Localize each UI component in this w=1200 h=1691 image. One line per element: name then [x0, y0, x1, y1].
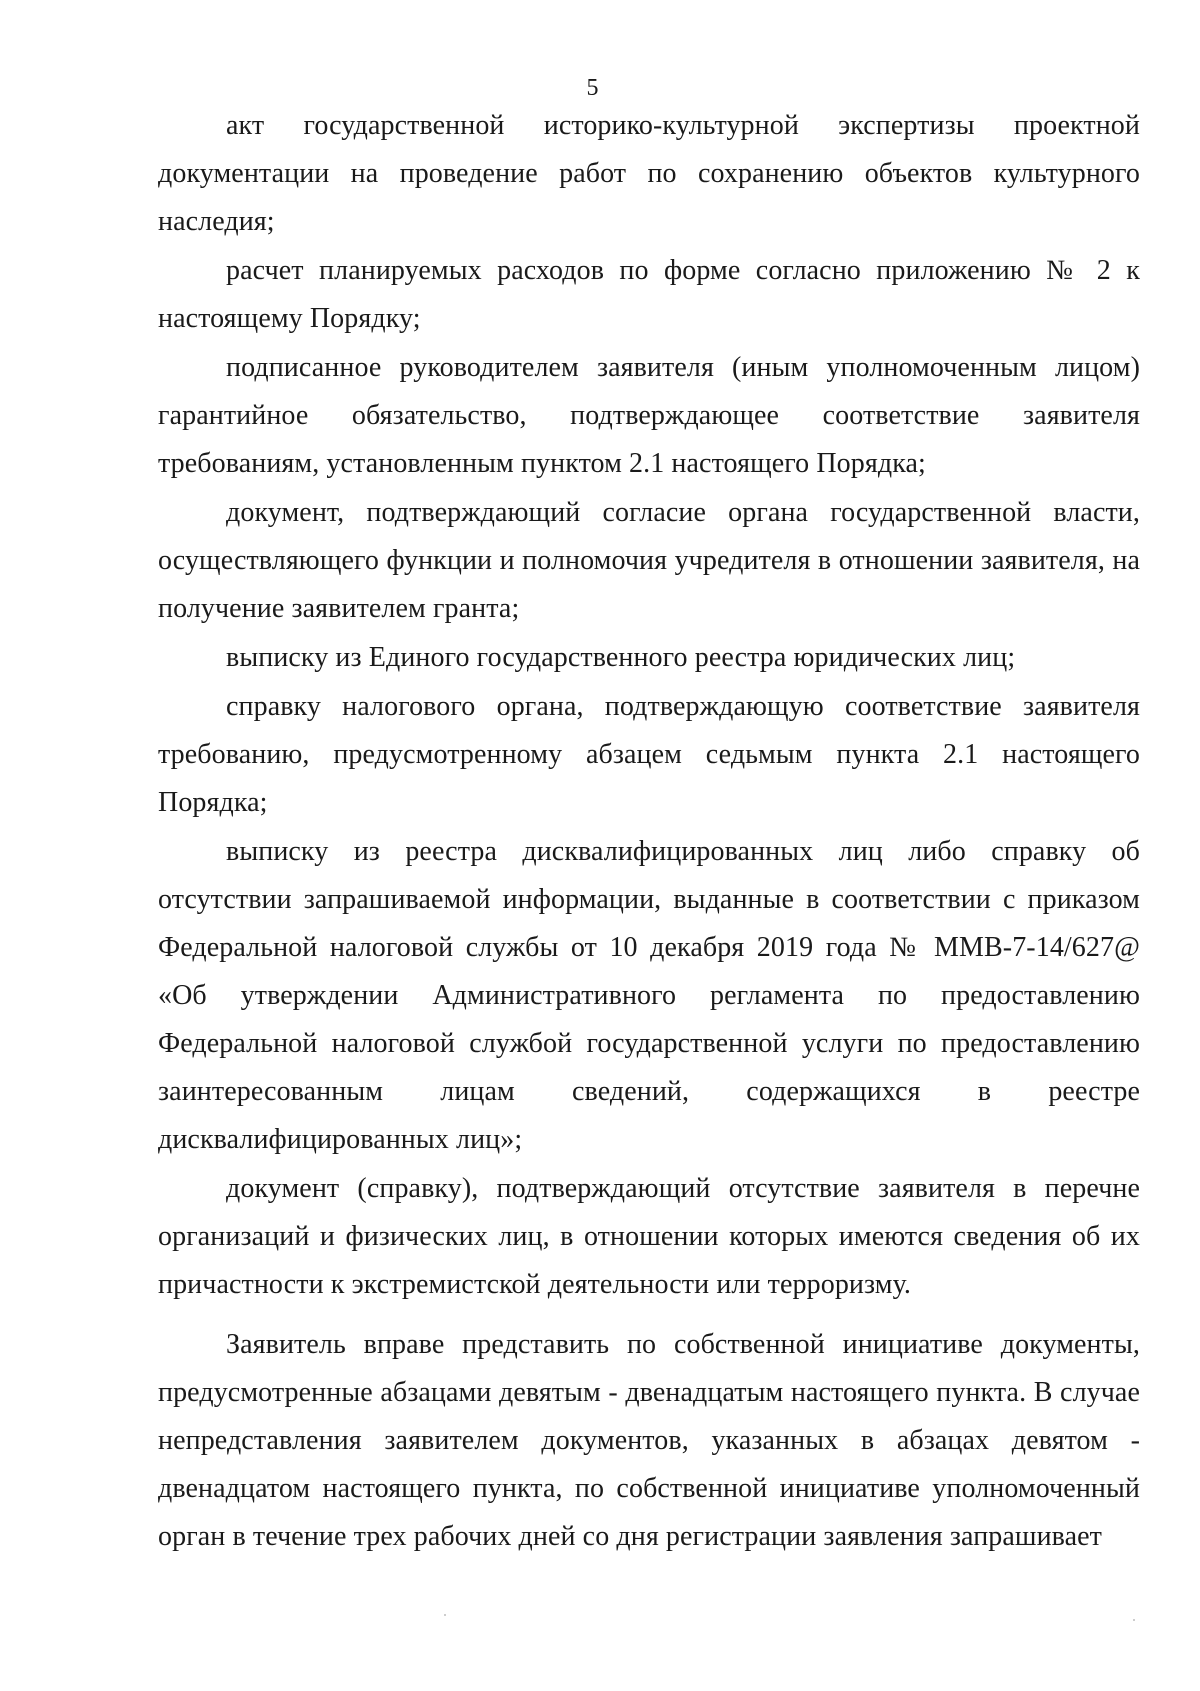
- paragraph-register-extract: выписку из Единого государственного реестра юридических лиц;: [226, 642, 1016, 673]
- document-body: [158, 102, 1140, 1562]
- paragraph-tax-certificate: справку налогового органа, подтверждающую соответствие заявителя требованию, предусмотренному абзацем седьмым пункта 2.1 настоящего Порядка;: [158, 691, 1140, 818]
- paragraph-applicant-right: Заявитель вправе представить по собственной инициативе документы, предусмотренные абзацами девятым - двенадцатым настоящего пункта. В случае непредставления заявителем документов, указанных в абзацах девятом - двенадцатом настоящего пункта, по собственной инициативе уполномоченный орган в течение трех рабочих дней со дня регистрации заявления запрашивает: [158, 1329, 1140, 1552]
- paragraph-disqualified-persons-extract: выписку из реестра дисквалифицированных лиц либо справку об отсутствии запрашиваемой информации, выданные в соответствии с приказом Федеральной налоговой службы от 10 декабря 2019 года № ММВ-7-14/627@ «Об утверждении Административного регламента по предоставлению Федеральной налоговой службой государственной услуги по предоставлению заинтересованным лицам сведений, содержащихся в реестре дисквалифицированных лиц»;: [158, 836, 1140, 1155]
- paragraph-extremism-certificate: документ (справку), подтверждающий отсутствие заявителя в перечне организаций и физических лиц, в отношении которых имеются сведения об их причастности к экстремистской деятельности или терроризму.: [158, 1173, 1140, 1300]
- paragraph-expertise-act: акт государственной историко-культурной экспертизы проектной документации на проведение работ по сохранению объектов культурного наследия;: [158, 110, 1140, 237]
- scan-speck: [1133, 1619, 1135, 1621]
- paragraph-guarantee-obligation: подписанное руководителем заявителя (иным уполномоченным лицом) гарантийное обязательство, подтверждающее соответствие заявителя требованиям, установленным пунктом 2.1 настоящего Порядка;: [158, 352, 1140, 479]
- page-number: 5: [586, 75, 599, 101]
- paragraph-founder-consent: документ, подтверждающий согласие органа государственной власти, осуществляющего функции и полномочия учредителя в отношении заявителя, на получение заявителем гранта;: [158, 497, 1140, 624]
- paragraph-expense-calculation: расчет планируемых расходов по форме согласно приложению № 2 к настоящему Порядку;: [158, 255, 1140, 334]
- scan-speck: [444, 1614, 446, 1616]
